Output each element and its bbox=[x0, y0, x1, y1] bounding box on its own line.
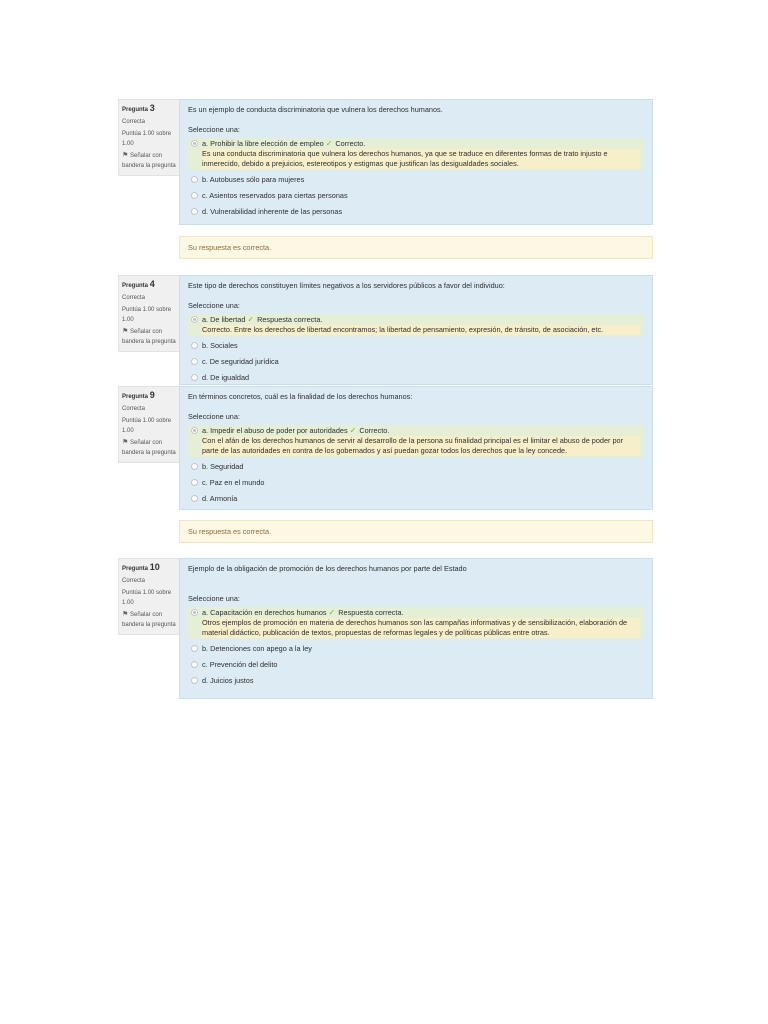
question-info bbox=[118, 275, 182, 352]
answer-option-c[interactable]: c. Paz en el mundo bbox=[188, 477, 644, 489]
question-status: Correcta bbox=[122, 295, 146, 301]
answer-feedback: Correcto. Entre los derechos de libertad encontramos; la libertad de pensamiento, expresión, de tránsito, de asociación, etc. bbox=[202, 325, 640, 335]
radio-button[interactable] bbox=[191, 661, 198, 668]
radio-button[interactable] bbox=[191, 479, 198, 486]
answer-option-c[interactable]: c. Prevención del delito bbox=[188, 659, 644, 671]
radio-button[interactable] bbox=[191, 374, 198, 381]
radio-button[interactable] bbox=[191, 342, 198, 349]
answer-option-a[interactable]: a. De libertad ✓ Respuesta correcta. Correcto. Entre los derechos de libertad encontramos; la libertad de pensamiento, expresión, de tránsito, de asociación, etc. bbox=[188, 314, 644, 336]
answer-option-b[interactable]: b. Detenciones con apego a la ley bbox=[188, 643, 644, 655]
answer-option-d[interactable]: d. De igualdad bbox=[188, 372, 644, 384]
flag-icon: ⚑ bbox=[122, 328, 129, 335]
checkmark-icon: ✓ bbox=[328, 608, 336, 617]
radio-button[interactable] bbox=[191, 427, 198, 434]
answer-option-b[interactable]: b. Seguridad bbox=[188, 461, 644, 473]
answer-option-a[interactable]: a. Capacitación en derechos humanos ✓ Respuesta correcta. Otros ejemplos de promoción en materia de derechos humanos son las campañas informativas y de sensibilización, elaboración de material didáctico, publicación de textos, propuestas de reformas legales y de políticas públicas entre otras. bbox=[188, 607, 644, 639]
radio-button[interactable] bbox=[191, 495, 198, 502]
question-number: Pregunta 9 bbox=[122, 390, 155, 400]
flag-icon: ⚑ bbox=[122, 439, 129, 446]
answer-feedback: Es una conducta discriminatoria que vulnera los derechos humanos, ya que se traduce en diferentes formas de trato injusto e inmerecido, debido a prejuicios, estereotipos y estigmas que justifican las desigualdades sociales. bbox=[202, 149, 640, 169]
radio-button[interactable] bbox=[191, 677, 198, 684]
question-number: Pregunta 4 bbox=[122, 279, 155, 289]
select-prompt: Seleccione una: bbox=[188, 594, 240, 603]
question-text: Ejemplo de la obligación de promoción de los derechos humanos por parte del Estado bbox=[188, 564, 467, 573]
question-content bbox=[179, 99, 653, 225]
radio-button[interactable] bbox=[191, 358, 198, 365]
question-status: Correcta bbox=[122, 406, 146, 412]
radio-button[interactable] bbox=[191, 192, 198, 199]
question-text: En términos concretos, cuál es la finalidad de los derechos humanos: bbox=[188, 392, 413, 401]
result-feedback: Su respuesta es correcta. bbox=[179, 236, 653, 259]
question-content bbox=[179, 558, 653, 699]
question-content bbox=[179, 386, 653, 510]
radio-button[interactable] bbox=[191, 140, 198, 147]
flag-icon: ⚑ bbox=[122, 152, 129, 159]
flag-question-link[interactable]: ⚑ Señalar con bandera la pregunta bbox=[122, 152, 176, 169]
question-status: Correcta bbox=[122, 119, 146, 125]
radio-button[interactable] bbox=[191, 463, 198, 470]
question-score: Puntúa 1.00 sobre 1.00 bbox=[122, 131, 172, 147]
flag-question-link[interactable]: ⚑ Señalar con bandera la pregunta bbox=[122, 328, 176, 345]
flag-question-link[interactable]: ⚑ Señalar con bandera la pregunta bbox=[122, 611, 176, 628]
question-number: Pregunta 10 bbox=[122, 562, 160, 572]
question-text: Este tipo de derechos constituyen límites negativos a los servidores públicos a favor del individuo: bbox=[188, 281, 505, 290]
question-info bbox=[118, 386, 182, 463]
checkmark-icon: ✓ bbox=[247, 315, 255, 324]
question-score: Puntúa 1.00 sobre 1.00 bbox=[122, 590, 172, 606]
answer-option-a[interactable]: a. Prohibir la libre elección de empleo ✓ Correcto. Es una conducta discriminatoria que vulnera los derechos humanos, ya que se traduce en diferentes formas de trato injusto e inmerecido, debido a prejuicios, estereotipos y estigmas que justifican las desigualdades sociales. bbox=[188, 138, 644, 170]
question-content bbox=[179, 275, 653, 385]
question-score: Puntúa 1.00 sobre 1.00 bbox=[122, 307, 172, 323]
checkmark-icon: ✓ bbox=[349, 426, 357, 435]
result-feedback: Su respuesta es correcta. bbox=[179, 520, 653, 543]
select-prompt: Seleccione una: bbox=[188, 412, 240, 421]
answer-option-b[interactable]: b. Sociales bbox=[188, 340, 644, 352]
question-info bbox=[118, 99, 182, 176]
radio-button[interactable] bbox=[191, 645, 198, 652]
radio-button[interactable] bbox=[191, 208, 198, 215]
radio-button[interactable] bbox=[191, 609, 198, 616]
radio-button[interactable] bbox=[191, 176, 198, 183]
question-info bbox=[118, 558, 182, 635]
answer-option-c[interactable]: c. Asientos reservados para ciertas personas bbox=[188, 190, 644, 202]
answer-option-d[interactable]: d. Juicios justos bbox=[188, 675, 644, 687]
answer-feedback: Con el afán de los derechos humanos de servir al desarrollo de la persona su finalidad principal es el limitar el abuso de poder por parte de las autoridades en contra de los gobernados y así puedan gozar todos los derechos que la ley concede. bbox=[202, 436, 640, 456]
answer-option-d[interactable]: d. Armonía bbox=[188, 493, 644, 505]
question-status: Correcta bbox=[122, 578, 146, 584]
question-text: Es un ejemplo de conducta discriminatoria que vulnera los derechos humanos. bbox=[188, 105, 443, 114]
select-prompt: Seleccione una: bbox=[188, 301, 240, 310]
question-number: Pregunta 3 bbox=[122, 103, 155, 113]
radio-button[interactable] bbox=[191, 316, 198, 323]
question-score: Puntúa 1.00 sobre 1.00 bbox=[122, 418, 172, 434]
flag-question-link[interactable]: ⚑ Señalar con bandera la pregunta bbox=[122, 439, 176, 456]
select-prompt: Seleccione una: bbox=[188, 125, 240, 134]
answer-option-a[interactable]: a. Impedir el abuso de poder por autoridades ✓ Correcto. Con el afán de los derechos humanos de servir al desarrollo de la persona su finalidad principal es el limitar el abuso de poder por parte de las autoridades en contra de los gobernados y así puedan gozar todos los derechos que la ley concede. bbox=[188, 425, 644, 457]
answer-option-d[interactable]: d. Vulnerabilidad inherente de las personas bbox=[188, 206, 644, 218]
answer-option-b[interactable]: b. Autobuses sólo para mujeres bbox=[188, 174, 644, 186]
flag-icon: ⚑ bbox=[122, 611, 129, 618]
checkmark-icon: ✓ bbox=[325, 139, 333, 148]
answer-option-c[interactable]: c. De seguridad jurídica bbox=[188, 356, 644, 368]
answer-feedback: Otros ejemplos de promoción en materia de derechos humanos son las campañas informativas y de sensibilización, elaboración de material didáctico, publicación de textos, propuestas de reformas legales y de políticas públicas entre otras. bbox=[202, 618, 640, 638]
